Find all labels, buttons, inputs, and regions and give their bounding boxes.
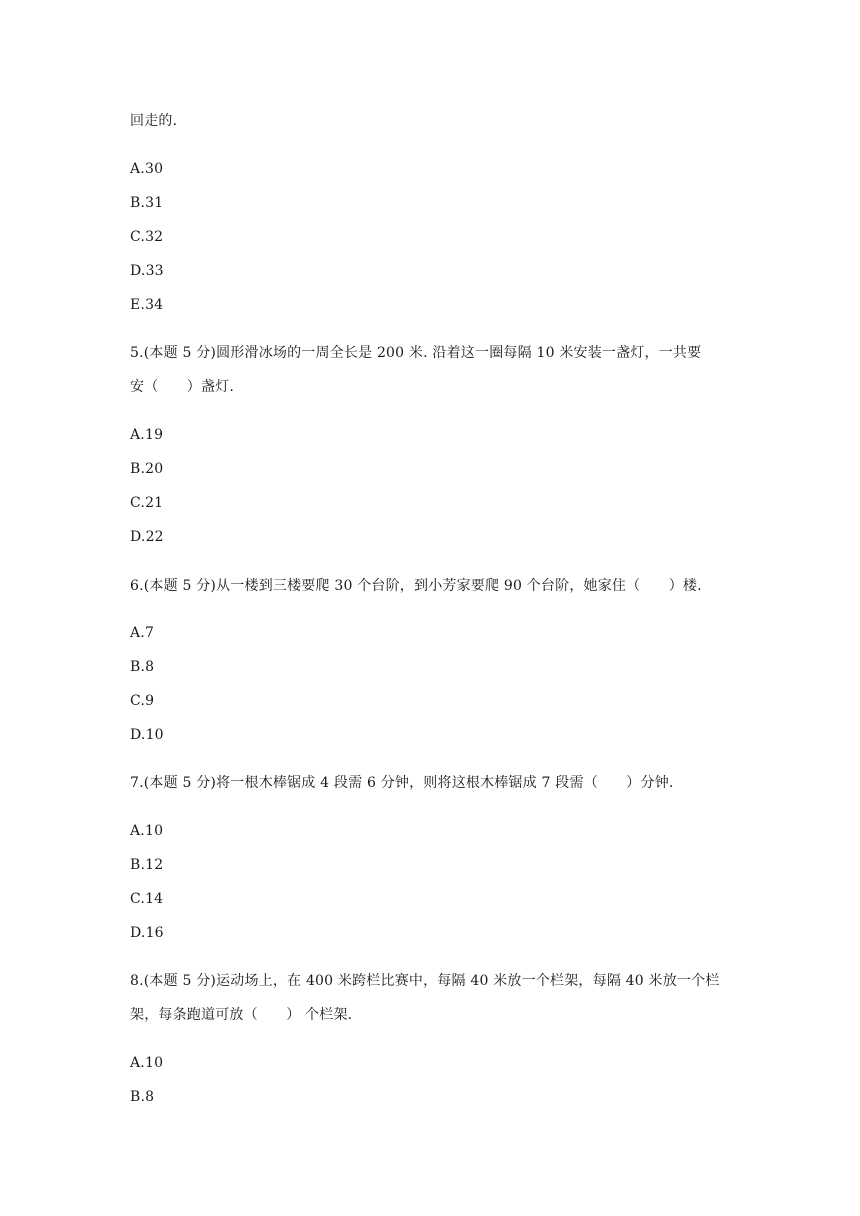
question-5-stem-line-1: 5.(本题 5 分)圆形滑冰场的一周全长是 200 米. 沿着这一圈每隔 10 米安装一盏灯，一共要 [130,345,702,361]
question-4-continuation: 回走的. [130,113,178,129]
question-5-stem-line-2: 安（ ）盏灯. [130,379,235,395]
question-6-stem-line-1: 6.(本题 5 分)从一楼到三楼要爬 30 个台阶，到小芳家要爬 90 个台阶，她家住（ ）楼. [130,578,702,594]
question-7-stem-line-1: 7.(本题 5 分)将一根木棒锯成 4 段需 6 分钟，则将这根木棒锯成 7 段需（ ）分钟. [130,775,674,791]
question-6-option-a: A.7 [130,625,155,641]
question-5-option-b: B.20 [130,461,164,477]
question-4-option-a: A.30 [130,161,164,177]
question-8-stem-line-1: 8.(本题 5 分)运动场上，在 400 米跨栏比赛中，每隔 40 米放一个栏架，每隔 40 米放一个栏 [130,973,720,989]
question-8-stem-line-2: 架，每条跑道可放（ ） 个栏架. [130,1007,353,1023]
question-4-option-d: D.33 [130,263,164,279]
question-6-option-c: C.9 [130,693,155,709]
question-7-option-c: C.14 [130,891,164,907]
question-7-option-a: A.10 [130,823,164,839]
question-5-option-c: C.21 [130,495,164,511]
question-4-option-c: C.32 [130,229,164,245]
question-6-option-d: D.10 [130,727,164,743]
question-7-option-b: B.12 [130,857,164,873]
question-4-option-e: E.34 [130,297,164,313]
question-8-option-a: A.10 [130,1055,164,1071]
question-8-option-b: B.8 [130,1089,155,1105]
question-6-option-b: B.8 [130,659,155,675]
question-4-option-b: B.31 [130,195,164,211]
question-5-option-a: A.19 [130,427,164,443]
question-5-option-d: D.22 [130,529,164,545]
question-7-option-d: D.16 [130,925,164,941]
